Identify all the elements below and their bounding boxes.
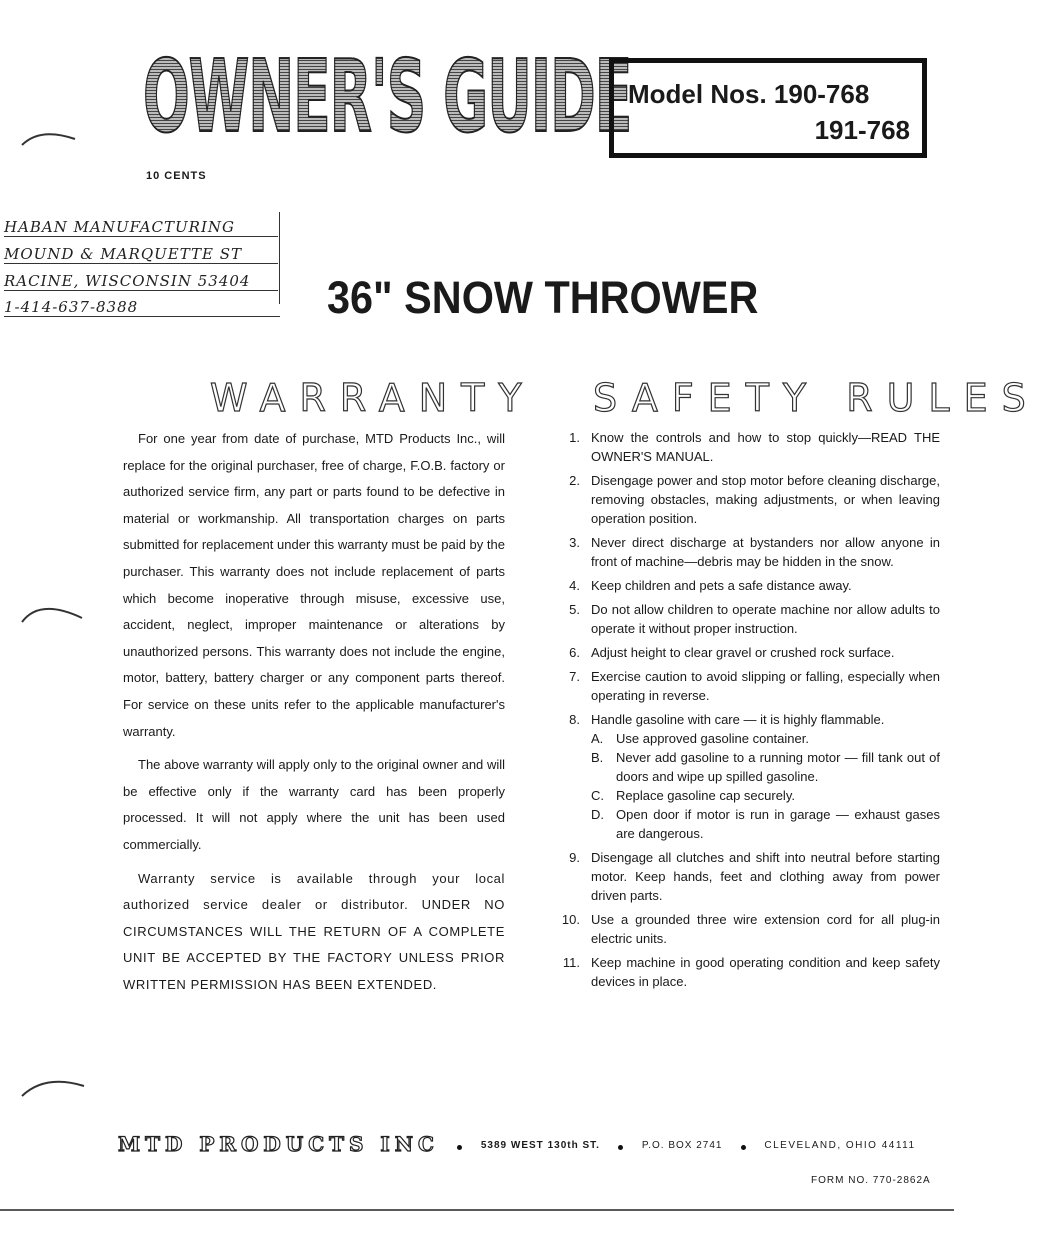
scan-mark-icon	[20, 1072, 90, 1102]
bullet-icon	[741, 1145, 746, 1150]
scan-mark-icon	[20, 598, 90, 628]
rule-text: Do not allow children to operate machine nor allow adults to operate it without proper instruction.	[591, 602, 940, 636]
rule-number: 9.	[569, 850, 580, 865]
scan-mark-icon	[20, 125, 80, 155]
safety-sub-rule	[591, 786, 940, 805]
safety-rule	[560, 471, 940, 528]
sub-rule-text: Use approved gasoline container.	[616, 731, 809, 746]
dealer-name: HABAN MANUFACTURING	[4, 218, 278, 237]
rule-text: Know the controls and how to stop quickly—READ THE OWNER'S MANUAL.	[591, 430, 940, 464]
price-label: 10 CENTS	[146, 170, 207, 182]
sub-rule-letter: D.	[591, 807, 604, 822]
product-title: 36" SNOW THROWER	[327, 272, 759, 323]
model-number-box	[609, 58, 927, 158]
address-street: 5389 WEST 130th ST.	[480, 1140, 600, 1151]
rule-text: Never direct discharge at bystanders nor allow anyone in front of machine—debris may be hidden in the snow.	[591, 535, 940, 569]
address-po-box: P.O. BOX 2741	[641, 1140, 723, 1151]
rule-number: 11.	[562, 955, 580, 970]
safety-sub-rule	[591, 805, 940, 843]
form-number: FORM NO. 770-2862A	[811, 1175, 931, 1186]
footer	[118, 1132, 916, 1156]
bullet-icon	[457, 1145, 462, 1150]
rule-text: Disengage all clutches and shift into neutral before starting motor. Keep hands, feet and clothing away from power driven parts.	[591, 850, 940, 903]
rule-number: 4.	[569, 578, 580, 593]
sub-rule-letter: B.	[591, 750, 604, 765]
safety-rule	[560, 710, 940, 843]
sub-rule-letter: C.	[591, 788, 604, 803]
rule-text: Use a grounded three wire extension cord for all plug-in electric units.	[591, 912, 940, 946]
address-city: CLEVELAND, OHIO 44111	[764, 1140, 916, 1151]
sub-rule-text: Open door if motor is run in garage — exhaust gases are dangerous.	[616, 807, 940, 841]
sub-rule-text: Never add gasoline to a running motor — fill tank out of doors and wipe up spilled gasoline.	[616, 750, 940, 784]
rule-number: 3.	[569, 535, 580, 550]
safety-rule	[560, 667, 940, 705]
dealer-city: RACINE, WISCONSIN 53404	[4, 272, 278, 291]
rule-text: Disengage power and stop motor before cleaning discharge, removing obstacles, making adjustments, or when leaving operation position.	[591, 473, 940, 526]
safety-sub-rule	[591, 748, 940, 786]
warranty-paragraph-3: Warranty service is available through your local authorized service dealer or distributor. UNDER NO CIRCUMSTANCES WILL THE RETURN OF A COMPLETE UNIT BE ACCEPTED BY THE FACTORY UNLESS PRIOR WRITTEN PERMISSION HAS BEEN EXTENDED.	[123, 870, 505, 992]
rule-text: Handle gasoline with care — it is highly flammable.	[591, 712, 885, 727]
safety-rule	[560, 533, 940, 571]
safety-rule	[560, 910, 940, 948]
rule-text: Keep children and pets a safe distance away.	[591, 578, 852, 593]
warranty-paragraph-1: For one year from date of purchase, MTD Products Inc., will replace for the original purchaser, free of charge, F.O.B. factory or authorized service firm, any part or parts found to be defective in material or workmanship. All transportation charges on parts submitted for replacement under this warranty must be paid by the purchaser. This warranty does not include replacement of parts which become inoperative through misuse, excessive use, accident, neglect, improper maintenance or alterations by unauthorized persons. This warranty does not include the engine, motor, battery, battery charger or any component parts thereof. For service on these units refer to the applicable manufacturer's warranty.	[123, 431, 505, 739]
rule-number: 2.	[569, 473, 580, 488]
rule-number: 6.	[569, 645, 580, 660]
safety-rule	[560, 953, 940, 991]
warranty-section	[123, 426, 505, 1005]
warranty-paragraph-2: The above warranty will apply only to the original owner and will be effective only if the warranty card has been properly processed. It will not apply where the unit has been used commercially.	[123, 757, 505, 852]
warranty-heading: WARRANTY	[210, 376, 536, 420]
rule-number: 5.	[569, 602, 580, 617]
model-number-primary: Model Nos. 190-768	[628, 79, 870, 109]
document-title: OWNER'S GUIDE	[143, 38, 632, 155]
rule-number: 1.	[569, 430, 580, 445]
safety-rules-heading: SAFETY RULES	[593, 376, 1040, 420]
safety-rule	[560, 600, 940, 638]
page-edge-line	[0, 1208, 954, 1212]
sub-rule-text: Replace gasoline cap securely.	[616, 788, 795, 803]
dealer-street: MOUND & MARQUETTE ST	[4, 245, 278, 264]
safety-rule	[560, 643, 940, 662]
dealer-phone: 1-414-637-8388	[4, 298, 280, 317]
rule-text: Exercise caution to avoid slipping or falling, especially when operating in reverse.	[591, 669, 940, 703]
stamp-divider	[279, 212, 280, 304]
safety-rule	[560, 848, 940, 905]
safety-rules-list	[560, 428, 940, 996]
model-number-secondary: 191-768	[814, 115, 910, 145]
rule-number: 7.	[569, 669, 580, 684]
dealer-stamp	[4, 212, 280, 320]
rule-number: 8.	[569, 712, 580, 727]
rule-text: Keep machine in good operating condition and keep safety devices in place.	[591, 955, 940, 989]
rule-number: 10.	[561, 912, 580, 927]
sub-rule-letter: A.	[591, 731, 604, 746]
safety-rule	[560, 576, 940, 595]
safety-sub-rule	[591, 729, 940, 748]
safety-rule	[560, 428, 940, 466]
company-name: MTD PRODUCTS INC	[118, 1132, 439, 1156]
rule-text: Adjust height to clear gravel or crushed rock surface.	[591, 645, 895, 660]
bullet-icon	[618, 1145, 623, 1150]
